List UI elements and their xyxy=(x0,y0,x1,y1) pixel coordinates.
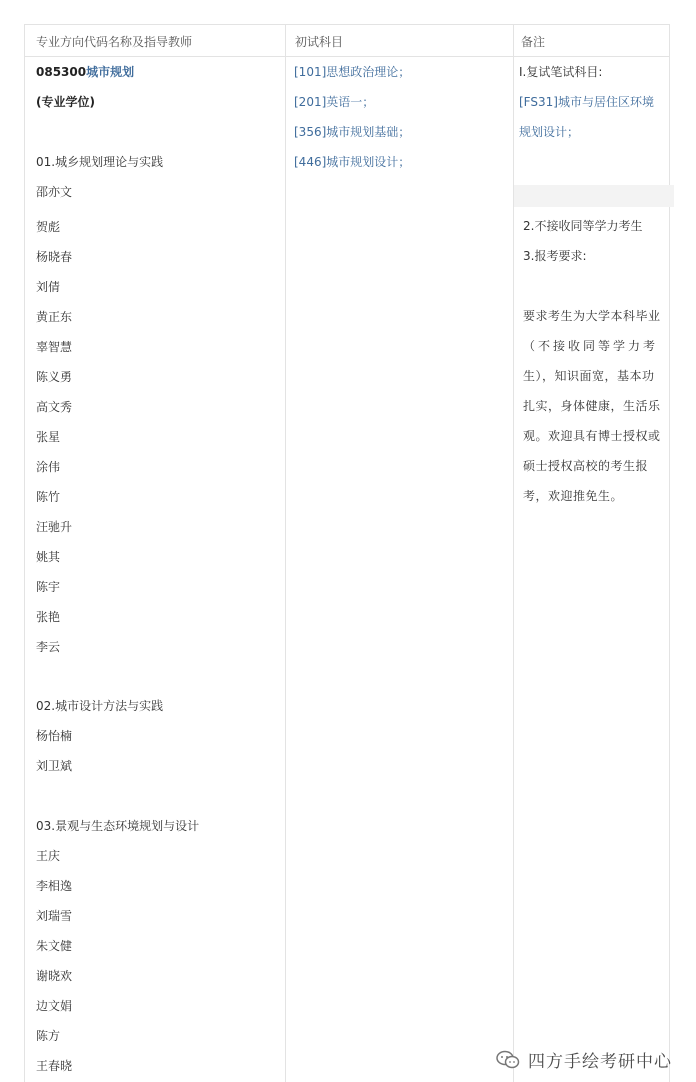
header-col3: 备注 xyxy=(521,35,546,49)
direction-title: 02.城市设计方法与实践 xyxy=(36,699,164,713)
column-divider xyxy=(285,25,286,1082)
header-col2: 初试科目 xyxy=(295,35,344,49)
enrollment-table xyxy=(24,24,670,1082)
direction-title: 03.景观与生态环境规划与设计 xyxy=(36,819,200,833)
remark-paragraph-line: 生），知识面宽，基本功 xyxy=(523,369,655,383)
direction-title: 01.城乡规划理论与实践 xyxy=(36,155,164,169)
remark-no-equivalent: 2.不接收同等学力考生 xyxy=(523,219,643,233)
teacher-name: 姚其 xyxy=(36,550,61,564)
remark-retest: Ⅰ.复试笔试科目: xyxy=(519,65,603,79)
remark-paragraph-line: 扎实，身体健康，生活乐 xyxy=(523,399,661,413)
major-degree: (专业学位) xyxy=(36,95,95,109)
exam-item: [446]城市规划设计； xyxy=(294,155,411,169)
exam-item: [356]城市规划基础； xyxy=(294,125,411,139)
teacher-name: 谢晓欢 xyxy=(36,969,73,983)
teacher-name: 王春晓 xyxy=(36,1059,73,1073)
teacher-name: 贺彪 xyxy=(36,220,61,234)
remark-retest-subject: [FS31]城市与居住区环境 xyxy=(519,95,654,109)
exam-item: [101]思想政治理论； xyxy=(294,65,411,79)
major-name[interactable]: 城市规划 xyxy=(86,65,135,79)
remark-requirements: 3.报考要求: xyxy=(523,249,587,263)
watermark xyxy=(496,1047,672,1072)
header-col1: 专业方向代码名称及指导教师 xyxy=(36,35,193,49)
wechat-icon xyxy=(496,1050,520,1070)
teacher-name: 刘瑞雪 xyxy=(36,909,73,923)
teacher-name: 陈宇 xyxy=(36,580,61,594)
teacher-name: 陈义勇 xyxy=(36,370,73,384)
watermark-text: 四方手绘考研中心 xyxy=(528,1052,672,1072)
teacher-name: 陈竹 xyxy=(36,490,61,504)
teacher-name: 朱文健 xyxy=(36,939,73,953)
remark-paragraph-line: 硕士授权高校的考生报 xyxy=(523,459,649,473)
teacher-name: 黄正东 xyxy=(36,310,73,324)
remark-paragraph-line: 观。欢迎具有博士授权或 xyxy=(523,429,661,443)
teacher-name: 高文秀 xyxy=(36,400,73,414)
teacher-name: 王庆 xyxy=(36,849,61,863)
table-header xyxy=(25,25,669,57)
remark-paragraph-line: 要求考生为大学本科毕业 xyxy=(523,309,661,323)
teacher-name: 张星 xyxy=(36,430,61,444)
teacher-name: 刘倩 xyxy=(36,280,61,294)
teacher-name: 张艳 xyxy=(36,610,61,624)
teacher-name: 杨晓春 xyxy=(36,250,73,264)
teacher-name: 李相逸 xyxy=(36,879,73,893)
remark-paragraph-line: 考，欢迎推免生。 xyxy=(523,489,624,503)
major-code: 085300 xyxy=(36,65,87,79)
teacher-name: 涂伟 xyxy=(36,460,61,474)
teacher-name: 刘卫斌 xyxy=(36,759,73,773)
remark-gap xyxy=(514,185,674,207)
major-code-line xyxy=(36,65,134,79)
teacher-name: 邵亦文 xyxy=(36,185,73,199)
teacher-name: 边文娟 xyxy=(36,999,73,1013)
teacher-name: 汪驰升 xyxy=(36,520,73,534)
column-divider xyxy=(513,25,514,1082)
teacher-name: 李云 xyxy=(36,640,61,654)
remark-paragraph-line: （不接收同等学力考 xyxy=(523,339,659,353)
teacher-name: 辜智慧 xyxy=(36,340,73,354)
exam-item: [201]英语一； xyxy=(294,95,375,109)
remark-retest-subject: 规划设计； xyxy=(519,125,580,139)
teacher-name: 陈方 xyxy=(36,1029,61,1043)
teacher-name: 杨怡楠 xyxy=(36,729,73,743)
